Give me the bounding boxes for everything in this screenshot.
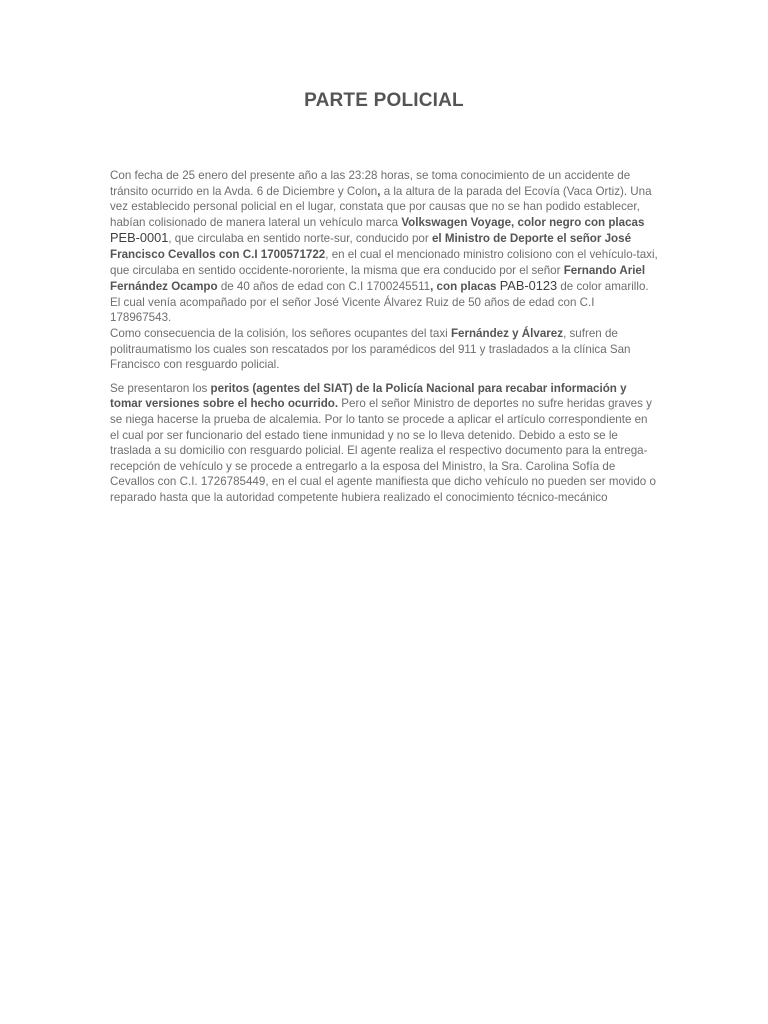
driver-2-name: Fernando Ariel Fernández Ocampo (110, 263, 646, 294)
text-span: Se presentaron los (110, 381, 211, 395)
document-title: PARTE POLICIAL (304, 90, 464, 111)
bold-span: , con placas (430, 280, 497, 294)
paragraph-consequences (110, 326, 658, 373)
text-span: de color amarillo. El cual venía acompañado por el señor José Vicente Álvarez Ruiz de 50 años de edad con C.I 178967543. (110, 280, 649, 325)
bold-span: , (377, 184, 381, 198)
document-body (110, 168, 658, 505)
text-span: Como consecuencia de la colisión, los señores ocupantes del taxi (110, 326, 451, 340)
text-span: a la altura de la parada del Ecovía (Vaca Ortiz). Una vez establecido personal policial en el lugar, constata que por causas que no se han podido establecer, habían colisionado de manera lateral un vehículo marca (110, 184, 652, 229)
text-span: Pero el señor Ministro de deportes no sufre heridas graves y se niega hacerse la prueba de alcalemia. Por lo tanto se procede a aplicar el artículo correspondiente en el cual por ser funcionario del estado tiene inmunidad y no se lo lleva detenido. Debido a esto se le traslada a su domicilio con resguardo policial. El agente realiza el respectivo documento para la entrega-recepción de vehículo y se procede a entregarlo a la esposa del Ministro, la Sra. Carolina Sofía de Cevallos con C.I. 1726785449, en el cual el agente manifiesta que dicho vehículo no pueden ser movido o reparado hasta que la autoridad competente hubiera realizado el conocimiento técnico-mecánico (110, 397, 656, 504)
plate-number-2: PAB-0123 (499, 278, 558, 294)
text-span: , que circulaba en sentido norte-sur, conducido por (168, 232, 432, 246)
vehicle-description: Volkswagen Voyage, color negro con placas (401, 215, 645, 229)
text-span: Con fecha de 25 enero del presente año a las 23:28 horas, se toma conocimiento de un accidente de tránsito ocurrido en la Avda. 6 de Diciembre y Colon (110, 169, 631, 198)
text-span: de 40 años de edad con C.I 1700245511 (217, 280, 431, 294)
text-span: , sufren de politraumatismo los cuales son rescatados por los paramédicos del 911 y trasladados a la clínica San Francisco con resguardo policial. (110, 326, 631, 372)
paragraph-investigation (110, 381, 658, 506)
paragraph-accident-report (110, 168, 658, 326)
taxi-occupants: Fernández y Álvarez (450, 326, 564, 340)
experts-statement: peritos (agentes del SIAT) de la Policía Nacional para recabar información y tomar versiones sobre el hecho ocurrido. (110, 381, 627, 411)
plate-number-1: PEB-0001 (110, 230, 169, 246)
text-span: , en el cual el mencionado ministro colisiono con el vehículo-taxi, que circulaba en sentido occidente-nororiente, la misma que era conducido por el señor (110, 247, 658, 277)
driver-1-name: el Ministro de Deporte el señor José Francisco Cevallos con C.I 1700571722 (110, 232, 632, 261)
